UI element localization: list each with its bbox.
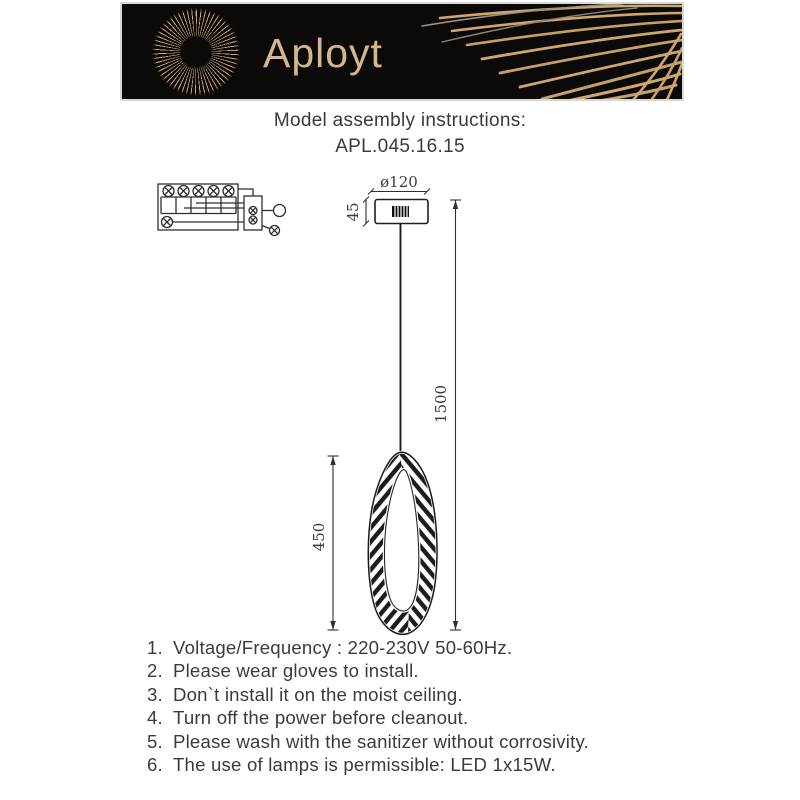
instruction-number: 5. (147, 730, 163, 752)
brand-name: Aployt (263, 30, 383, 76)
dim-canopy-height-label: 45 (344, 202, 362, 222)
model-number: APL.045.16.15 (335, 136, 465, 157)
mounting-plate-diagram (158, 184, 286, 236)
rays-decoration-icon (382, 4, 682, 99)
dimension-diameter (368, 173, 430, 195)
dim-diameter-label: ø120 (380, 173, 418, 191)
page-title: Model assembly instructions: (273, 110, 527, 131)
instruction-text: Please wash with the sanitizer without corrosivity. (173, 730, 589, 752)
instruction-item (147, 659, 707, 682)
instruction-number: 1. (147, 637, 163, 658)
canopy-drawing (375, 200, 428, 224)
dim-drop-label: 1500 (432, 384, 450, 424)
instruction-item (147, 683, 707, 706)
instruction-item (147, 753, 707, 776)
pendant-lamp-drawing (368, 452, 437, 634)
starburst-logo-icon (149, 5, 243, 99)
instruction-item (147, 636, 707, 659)
instruction-text: Voltage/Frequency : 220-230V 50-60Hz. (173, 637, 513, 658)
instruction-text: Turn off the power before cleanout. (173, 707, 469, 729)
instruction-list (147, 636, 707, 776)
instruction-item (147, 730, 707, 753)
instruction-number: 3. (147, 683, 163, 705)
dimension-lamp-height (310, 456, 339, 630)
instruction-text: Don`t install it on the moist ceiling. (173, 683, 463, 705)
instruction-text: Please wear gloves to install. (173, 660, 419, 682)
technical-drawing (140, 168, 490, 643)
brand-header (120, 2, 684, 101)
instruction-number: 4. (147, 707, 163, 729)
dim-lamp-height-label: 450 (310, 522, 328, 552)
dimension-canopy-height (344, 197, 369, 227)
instruction-item (147, 706, 707, 729)
instruction-text: The use of lamps is permissible: LED 1x15W. (173, 754, 556, 776)
instruction-number: 6. (147, 754, 163, 776)
instruction-number: 2. (147, 660, 163, 682)
